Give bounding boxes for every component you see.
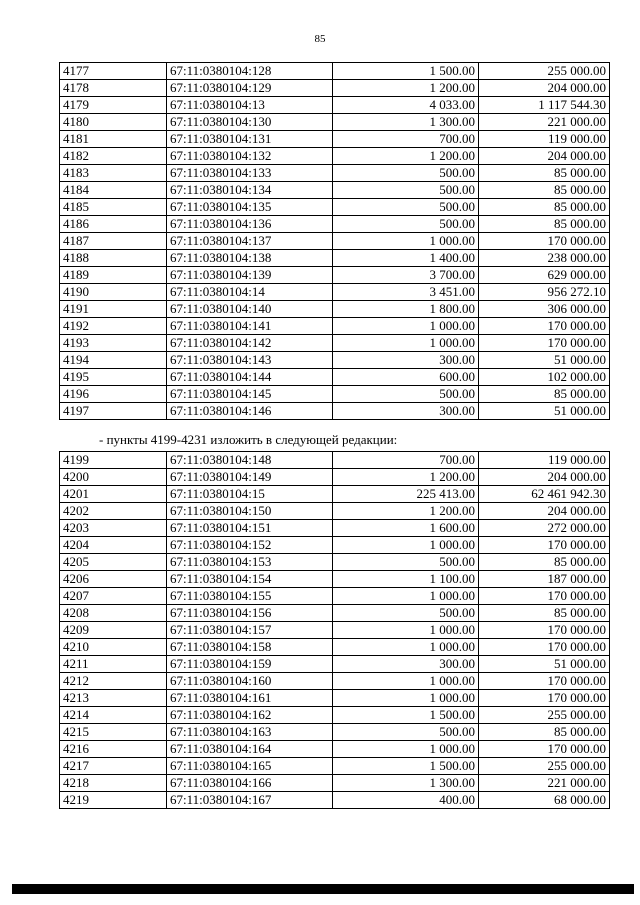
table-row bbox=[60, 690, 610, 707]
row-number-cell: 4186 bbox=[60, 216, 167, 233]
cadastral-number-cell: 67:11:0380104:13 bbox=[167, 97, 333, 114]
row-number-cell: 4197 bbox=[60, 403, 167, 420]
cadastral-number-cell: 67:11:0380104:161 bbox=[167, 690, 333, 707]
area-cell: 300.00 bbox=[333, 403, 479, 420]
area-cell: 1 500.00 bbox=[333, 707, 479, 724]
cadastral-number-cell: 67:11:0380104:166 bbox=[167, 775, 333, 792]
table-row bbox=[60, 571, 610, 588]
value-cell: 170 000.00 bbox=[479, 335, 610, 352]
row-number-cell: 4195 bbox=[60, 369, 167, 386]
value-cell: 204 000.00 bbox=[479, 469, 610, 486]
area-cell: 500.00 bbox=[333, 554, 479, 571]
cadastral-number-cell: 67:11:0380104:15 bbox=[167, 486, 333, 503]
table-row bbox=[60, 233, 610, 250]
cadastral-number-cell: 67:11:0380104:129 bbox=[167, 80, 333, 97]
row-number-cell: 4188 bbox=[60, 250, 167, 267]
area-cell: 4 033.00 bbox=[333, 97, 479, 114]
table-row bbox=[60, 792, 610, 809]
table-row bbox=[60, 656, 610, 673]
row-number-cell: 4185 bbox=[60, 199, 167, 216]
row-number-cell: 4183 bbox=[60, 165, 167, 182]
table-row bbox=[60, 503, 610, 520]
value-cell: 204 000.00 bbox=[479, 80, 610, 97]
value-cell: 119 000.00 bbox=[479, 131, 610, 148]
value-cell: 170 000.00 bbox=[479, 673, 610, 690]
value-cell: 238 000.00 bbox=[479, 250, 610, 267]
table-row bbox=[60, 520, 610, 537]
cadastral-number-cell: 67:11:0380104:146 bbox=[167, 403, 333, 420]
cadastral-number-cell: 67:11:0380104:156 bbox=[167, 605, 333, 622]
table-row bbox=[60, 452, 610, 469]
row-number-cell: 4209 bbox=[60, 622, 167, 639]
row-number-cell: 4207 bbox=[60, 588, 167, 605]
area-cell: 500.00 bbox=[333, 605, 479, 622]
table-row bbox=[60, 63, 610, 80]
table-row bbox=[60, 724, 610, 741]
section-note: - пункты 4199-4231 изложить в следующей редакции: bbox=[99, 432, 398, 447]
area-cell: 500.00 bbox=[333, 724, 479, 741]
value-cell: 170 000.00 bbox=[479, 588, 610, 605]
cadastral-number-cell: 67:11:0380104:132 bbox=[167, 148, 333, 165]
cadastral-number-cell: 67:11:0380104:144 bbox=[167, 369, 333, 386]
table-row bbox=[60, 369, 610, 386]
page-number: 85 bbox=[314, 33, 326, 45]
row-number-cell: 4180 bbox=[60, 114, 167, 131]
area-cell: 1 000.00 bbox=[333, 741, 479, 758]
cadastral-number-cell: 67:11:0380104:137 bbox=[167, 233, 333, 250]
value-cell: 62 461 942.30 bbox=[479, 486, 610, 503]
cadastral-number-cell: 67:11:0380104:165 bbox=[167, 758, 333, 775]
cadastral-number-cell: 67:11:0380104:138 bbox=[167, 250, 333, 267]
cadastral-number-cell: 67:11:0380104:155 bbox=[167, 588, 333, 605]
area-cell: 1 200.00 bbox=[333, 148, 479, 165]
row-number-cell: 4199 bbox=[60, 452, 167, 469]
cadastral-number-cell: 67:11:0380104:152 bbox=[167, 537, 333, 554]
table-row bbox=[60, 403, 610, 420]
row-number-cell: 4219 bbox=[60, 792, 167, 809]
area-cell: 1 100.00 bbox=[333, 571, 479, 588]
cadastral-number-cell: 67:11:0380104:131 bbox=[167, 131, 333, 148]
value-cell: 85 000.00 bbox=[479, 605, 610, 622]
area-cell: 500.00 bbox=[333, 182, 479, 199]
area-cell: 1 000.00 bbox=[333, 673, 479, 690]
row-number-cell: 4191 bbox=[60, 301, 167, 318]
row-number-cell: 4193 bbox=[60, 335, 167, 352]
cadastral-number-cell: 67:11:0380104:160 bbox=[167, 673, 333, 690]
table-row bbox=[60, 114, 610, 131]
value-cell: 629 000.00 bbox=[479, 267, 610, 284]
value-cell: 170 000.00 bbox=[479, 639, 610, 656]
area-cell: 500.00 bbox=[333, 386, 479, 403]
value-cell: 272 000.00 bbox=[479, 520, 610, 537]
cadastral-number-cell: 67:11:0380104:154 bbox=[167, 571, 333, 588]
value-cell: 170 000.00 bbox=[479, 622, 610, 639]
area-cell: 1 400.00 bbox=[333, 250, 479, 267]
row-number-cell: 4194 bbox=[60, 352, 167, 369]
value-cell: 306 000.00 bbox=[479, 301, 610, 318]
bottom-scan-bar bbox=[12, 884, 634, 894]
value-cell: 1 117 544.30 bbox=[479, 97, 610, 114]
area-cell: 1 500.00 bbox=[333, 758, 479, 775]
row-number-cell: 4179 bbox=[60, 97, 167, 114]
cadastral-number-cell: 67:11:0380104:130 bbox=[167, 114, 333, 131]
table-row bbox=[60, 775, 610, 792]
cadastral-number-cell: 67:11:0380104:153 bbox=[167, 554, 333, 571]
row-number-cell: 4211 bbox=[60, 656, 167, 673]
table-row bbox=[60, 741, 610, 758]
area-cell: 3 451.00 bbox=[333, 284, 479, 301]
row-number-cell: 4181 bbox=[60, 131, 167, 148]
row-number-cell: 4187 bbox=[60, 233, 167, 250]
table-row bbox=[60, 605, 610, 622]
table-row bbox=[60, 182, 610, 199]
land-plots-table-top bbox=[59, 62, 610, 420]
area-cell: 3 700.00 bbox=[333, 267, 479, 284]
cadastral-number-cell: 67:11:0380104:150 bbox=[167, 503, 333, 520]
table-row bbox=[60, 199, 610, 216]
area-cell: 500.00 bbox=[333, 165, 479, 182]
table-row bbox=[60, 318, 610, 335]
area-cell: 1 000.00 bbox=[333, 233, 479, 250]
value-cell: 85 000.00 bbox=[479, 165, 610, 182]
value-cell: 85 000.00 bbox=[479, 724, 610, 741]
table-row bbox=[60, 97, 610, 114]
cadastral-number-cell: 67:11:0380104:158 bbox=[167, 639, 333, 656]
area-cell: 1 000.00 bbox=[333, 622, 479, 639]
value-cell: 170 000.00 bbox=[479, 318, 610, 335]
table-row bbox=[60, 80, 610, 97]
value-cell: 85 000.00 bbox=[479, 182, 610, 199]
value-cell: 85 000.00 bbox=[479, 199, 610, 216]
value-cell: 85 000.00 bbox=[479, 216, 610, 233]
cadastral-number-cell: 67:11:0380104:135 bbox=[167, 199, 333, 216]
row-number-cell: 4217 bbox=[60, 758, 167, 775]
cadastral-number-cell: 67:11:0380104:148 bbox=[167, 452, 333, 469]
table-row bbox=[60, 588, 610, 605]
table-row bbox=[60, 250, 610, 267]
row-number-cell: 4214 bbox=[60, 707, 167, 724]
value-cell: 204 000.00 bbox=[479, 503, 610, 520]
table-row bbox=[60, 386, 610, 403]
cadastral-number-cell: 67:11:0380104:143 bbox=[167, 352, 333, 369]
value-cell: 170 000.00 bbox=[479, 690, 610, 707]
cadastral-number-cell: 67:11:0380104:164 bbox=[167, 741, 333, 758]
value-cell: 170 000.00 bbox=[479, 741, 610, 758]
table-row bbox=[60, 131, 610, 148]
row-number-cell: 4206 bbox=[60, 571, 167, 588]
table-row bbox=[60, 267, 610, 284]
area-cell: 1 000.00 bbox=[333, 335, 479, 352]
value-cell: 51 000.00 bbox=[479, 656, 610, 673]
area-cell: 1 200.00 bbox=[333, 503, 479, 520]
table-row bbox=[60, 301, 610, 318]
value-cell: 102 000.00 bbox=[479, 369, 610, 386]
value-cell: 255 000.00 bbox=[479, 63, 610, 80]
cadastral-number-cell: 67:11:0380104:145 bbox=[167, 386, 333, 403]
cadastral-number-cell: 67:11:0380104:167 bbox=[167, 792, 333, 809]
area-cell: 225 413.00 bbox=[333, 486, 479, 503]
value-cell: 51 000.00 bbox=[479, 403, 610, 420]
area-cell: 1 300.00 bbox=[333, 775, 479, 792]
table-row bbox=[60, 148, 610, 165]
area-cell: 1 200.00 bbox=[333, 80, 479, 97]
row-number-cell: 4177 bbox=[60, 63, 167, 80]
row-number-cell: 4215 bbox=[60, 724, 167, 741]
cadastral-number-cell: 67:11:0380104:134 bbox=[167, 182, 333, 199]
area-cell: 1 300.00 bbox=[333, 114, 479, 131]
row-number-cell: 4205 bbox=[60, 554, 167, 571]
area-cell: 1 200.00 bbox=[333, 469, 479, 486]
table-row bbox=[60, 335, 610, 352]
row-number-cell: 4190 bbox=[60, 284, 167, 301]
cadastral-number-cell: 67:11:0380104:159 bbox=[167, 656, 333, 673]
row-number-cell: 4203 bbox=[60, 520, 167, 537]
table-row bbox=[60, 639, 610, 656]
row-number-cell: 4208 bbox=[60, 605, 167, 622]
row-number-cell: 4196 bbox=[60, 386, 167, 403]
cadastral-number-cell: 67:11:0380104:163 bbox=[167, 724, 333, 741]
table-body bbox=[60, 63, 610, 420]
area-cell: 700.00 bbox=[333, 131, 479, 148]
cadastral-number-cell: 67:11:0380104:157 bbox=[167, 622, 333, 639]
row-number-cell: 4216 bbox=[60, 741, 167, 758]
area-cell: 500.00 bbox=[333, 216, 479, 233]
area-cell: 700.00 bbox=[333, 452, 479, 469]
row-number-cell: 4184 bbox=[60, 182, 167, 199]
value-cell: 85 000.00 bbox=[479, 386, 610, 403]
area-cell: 1 500.00 bbox=[333, 63, 479, 80]
cadastral-number-cell: 67:11:0380104:14 bbox=[167, 284, 333, 301]
cadastral-number-cell: 67:11:0380104:140 bbox=[167, 301, 333, 318]
area-cell: 1 000.00 bbox=[333, 690, 479, 707]
row-number-cell: 4213 bbox=[60, 690, 167, 707]
value-cell: 221 000.00 bbox=[479, 775, 610, 792]
cadastral-number-cell: 67:11:0380104:139 bbox=[167, 267, 333, 284]
area-cell: 1 600.00 bbox=[333, 520, 479, 537]
value-cell: 170 000.00 bbox=[479, 233, 610, 250]
value-cell: 255 000.00 bbox=[479, 707, 610, 724]
value-cell: 187 000.00 bbox=[479, 571, 610, 588]
value-cell: 119 000.00 bbox=[479, 452, 610, 469]
table-row bbox=[60, 216, 610, 233]
value-cell: 956 272.10 bbox=[479, 284, 610, 301]
row-number-cell: 4210 bbox=[60, 639, 167, 656]
land-plots-table-bottom bbox=[59, 451, 610, 809]
value-cell: 204 000.00 bbox=[479, 148, 610, 165]
cadastral-number-cell: 67:11:0380104:151 bbox=[167, 520, 333, 537]
area-cell: 1 000.00 bbox=[333, 588, 479, 605]
cadastral-number-cell: 67:11:0380104:133 bbox=[167, 165, 333, 182]
row-number-cell: 4178 bbox=[60, 80, 167, 97]
area-cell: 300.00 bbox=[333, 656, 479, 673]
area-cell: 1 000.00 bbox=[333, 318, 479, 335]
row-number-cell: 4201 bbox=[60, 486, 167, 503]
area-cell: 400.00 bbox=[333, 792, 479, 809]
table-row bbox=[60, 707, 610, 724]
table-row bbox=[60, 537, 610, 554]
value-cell: 221 000.00 bbox=[479, 114, 610, 131]
table-row bbox=[60, 469, 610, 486]
table-body bbox=[60, 452, 610, 809]
cadastral-number-cell: 67:11:0380104:162 bbox=[167, 707, 333, 724]
area-cell: 500.00 bbox=[333, 199, 479, 216]
table-row bbox=[60, 486, 610, 503]
row-number-cell: 4192 bbox=[60, 318, 167, 335]
area-cell: 1 000.00 bbox=[333, 639, 479, 656]
value-cell: 68 000.00 bbox=[479, 792, 610, 809]
area-cell: 300.00 bbox=[333, 352, 479, 369]
value-cell: 255 000.00 bbox=[479, 758, 610, 775]
value-cell: 51 000.00 bbox=[479, 352, 610, 369]
area-cell: 1 000.00 bbox=[333, 537, 479, 554]
cadastral-number-cell: 67:11:0380104:141 bbox=[167, 318, 333, 335]
cadastral-number-cell: 67:11:0380104:142 bbox=[167, 335, 333, 352]
table-row bbox=[60, 673, 610, 690]
cadastral-number-cell: 67:11:0380104:128 bbox=[167, 63, 333, 80]
table-row bbox=[60, 622, 610, 639]
row-number-cell: 4218 bbox=[60, 775, 167, 792]
table-row bbox=[60, 165, 610, 182]
value-cell: 85 000.00 bbox=[479, 554, 610, 571]
row-number-cell: 4202 bbox=[60, 503, 167, 520]
area-cell: 1 800.00 bbox=[333, 301, 479, 318]
table-row bbox=[60, 758, 610, 775]
row-number-cell: 4189 bbox=[60, 267, 167, 284]
cadastral-number-cell: 67:11:0380104:136 bbox=[167, 216, 333, 233]
value-cell: 170 000.00 bbox=[479, 537, 610, 554]
table-row bbox=[60, 352, 610, 369]
cadastral-number-cell: 67:11:0380104:149 bbox=[167, 469, 333, 486]
row-number-cell: 4204 bbox=[60, 537, 167, 554]
table-row bbox=[60, 284, 610, 301]
row-number-cell: 4212 bbox=[60, 673, 167, 690]
table-row bbox=[60, 554, 610, 571]
row-number-cell: 4200 bbox=[60, 469, 167, 486]
area-cell: 600.00 bbox=[333, 369, 479, 386]
row-number-cell: 4182 bbox=[60, 148, 167, 165]
